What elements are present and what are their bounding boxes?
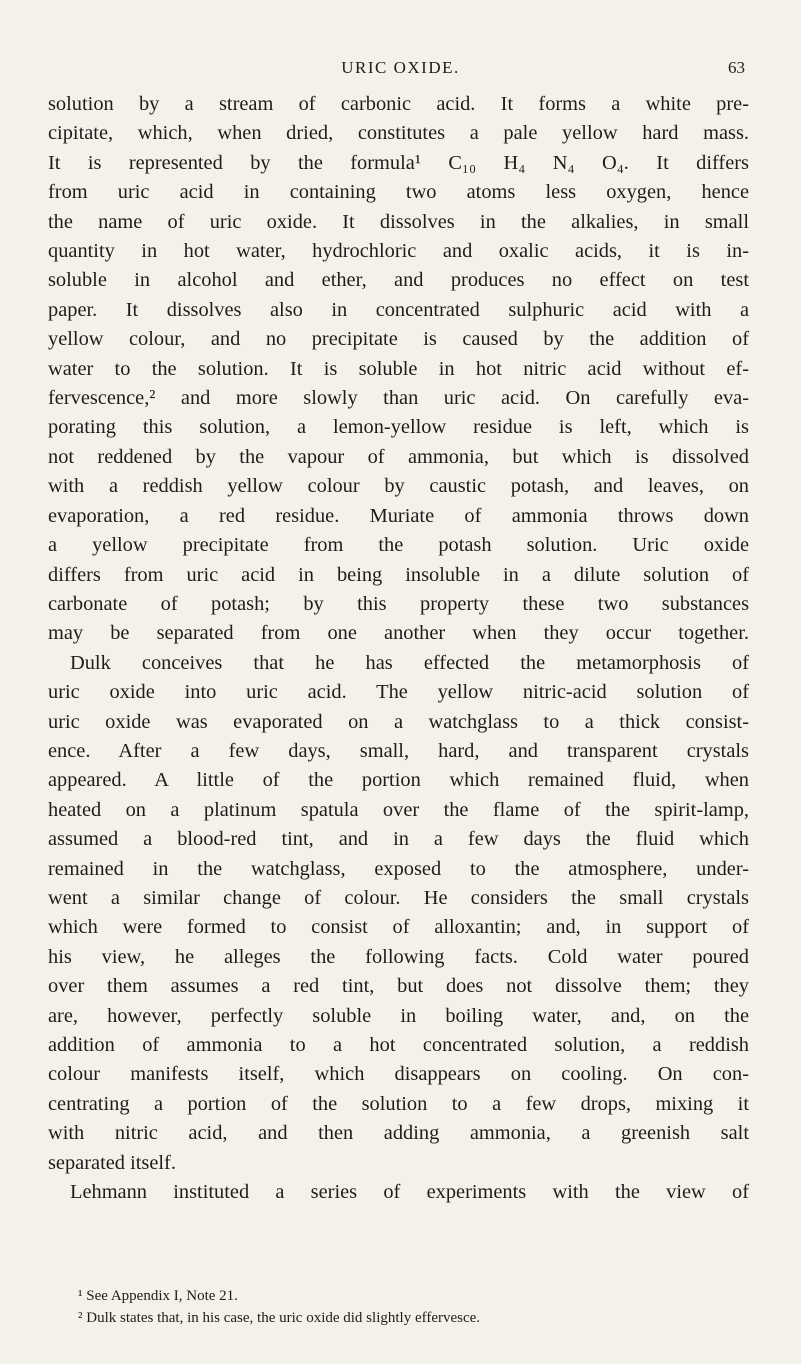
- text-line: heated on a platinum spatula over the flame of the spirit-lamp,: [48, 798, 749, 821]
- footnote-1: ¹ See Appendix I, Note 21.: [78, 1288, 238, 1304]
- text-line: paper. It dissolves also in concentrated sulphuric acid with a: [48, 298, 749, 321]
- text-line: ence. After a few days, small, hard, and transparent crystals: [48, 739, 749, 762]
- text-line: colour manifests itself, which disappears on cooling. On con-: [48, 1063, 749, 1086]
- body-text: [48, 90, 749, 1207]
- text-line: carbonate of potash; by this property these two substances: [48, 592, 749, 615]
- text-line: separated itself.: [48, 1151, 176, 1174]
- text-line: uric oxide was evaporated on a watchglass to a thick consist-: [48, 710, 749, 733]
- text-line: water to the solution. It is soluble in hot nitric acid without ef-: [48, 357, 749, 380]
- footnotes: [48, 1285, 749, 1329]
- text-line: soluble in alcohol and ether, and produces no effect on test: [48, 269, 749, 292]
- text-line: addition of ammonia to a hot concentrated solution, a reddish: [48, 1034, 749, 1056]
- text-line: Lehmann instituted a series of experiments with the view of: [70, 1181, 749, 1204]
- text-line: from uric acid in containing two atoms less oxygen, hence: [48, 181, 749, 204]
- text-line: centrating a portion of the solution to a few drops, mixing it: [48, 1092, 749, 1115]
- text-line: not reddened by the vapour of ammonia, but which is dissolved: [48, 445, 749, 468]
- text-line: fervescence,² and more slowly than uric acid. On carefully eva-: [48, 387, 749, 410]
- text-line: assumed a blood-red tint, and in a few days the fluid which: [48, 828, 749, 851]
- text-line: appeared. A little of the portion which remained fluid, when: [48, 769, 749, 792]
- text-line: the name of uric oxide. It dissolves in the alkalies, in small: [48, 210, 749, 233]
- text-line: which were formed to consist of alloxantin; and, in support of: [48, 916, 749, 939]
- text-line: remained in the watchglass, exposed to the atmosphere, under-: [48, 857, 749, 880]
- text-line: a yellow precipitate from the potash solution. Uric oxide: [48, 534, 749, 557]
- text-line: are, however, perfectly soluble in boiling water, and, on the: [48, 1004, 749, 1027]
- running-title: URIC OXIDE.: [341, 58, 460, 77]
- running-head: [48, 58, 753, 82]
- text-line: quantity in hot water, hydrochloric and oxalic acids, it is in-: [48, 240, 749, 263]
- text-line: Dulk conceives that he has effected the metamorphosis of: [70, 651, 749, 674]
- text-line: solution by a stream of carbonic acid. It forms a white pre-: [48, 93, 749, 115]
- text-line: may be separated from one another when they occur together.: [48, 622, 749, 645]
- text-line: his view, he alleges the following facts. Cold water poured: [48, 945, 749, 968]
- text-line: with a reddish yellow colour by caustic potash, and leaves, on: [48, 475, 749, 498]
- text-line: with nitric acid, and then adding ammonia, a greenish salt: [48, 1122, 749, 1145]
- text-line: uric oxide into uric acid. The yellow nitric-acid solution of: [48, 681, 749, 704]
- text-line: porating this solution, a lemon-yellow residue is left, which is: [48, 416, 749, 439]
- text-line: differs from uric acid in being insoluble in a dilute solution of: [48, 563, 749, 586]
- text-line: yellow colour, and no precipitate is caused by the addition of: [48, 328, 749, 351]
- page-number: 63: [728, 58, 745, 77]
- text-line: over them assumes a red tint, but does not dissolve them; they: [48, 975, 749, 998]
- text-line: evaporation, a red residue. Muriate of ammonia throws down: [48, 504, 749, 527]
- footnote-2: ² Dulk states that, in his case, the uric oxide did slightly effervesce.: [78, 1310, 481, 1326]
- text-line: It is represented by the formula¹ C₁₀ H₄ N₄ O₄. It differs: [48, 151, 749, 174]
- text-line: cipitate, which, when dried, constitutes a pale yellow hard mass.: [48, 122, 749, 145]
- text-line: went a similar change of colour. He considers the small crystals: [48, 886, 749, 909]
